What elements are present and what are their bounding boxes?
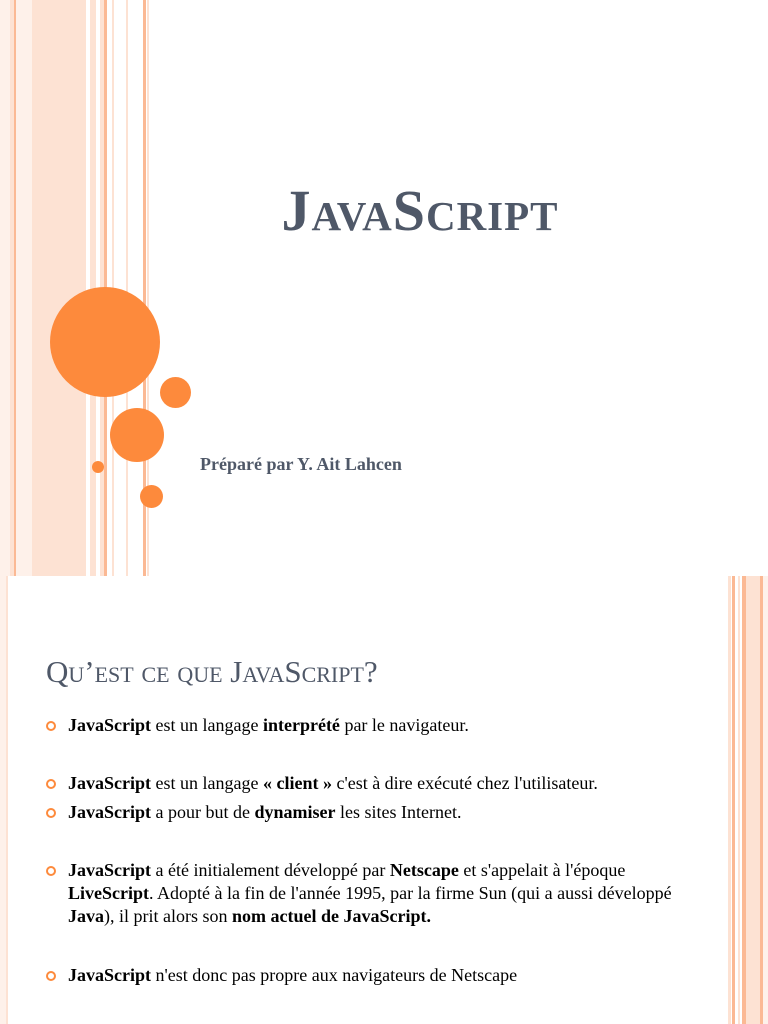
bullet-item (44, 801, 684, 824)
decorative-circle-large (50, 287, 160, 397)
bullet-text-run: interprété (262, 715, 340, 735)
bullet-text-run: JavaScript (68, 802, 151, 822)
decorative-circle-medium (110, 408, 164, 462)
bullet-text-run: « client » (262, 773, 332, 793)
bullet-text-run: JavaScript (68, 715, 151, 735)
bullet-list (44, 714, 684, 987)
slide-subtitle: Préparé par Y. Ait Lahcen (200, 454, 402, 474)
bullet-item (44, 859, 684, 928)
bullet-icon (46, 866, 56, 876)
bullet-text-run: JavaScript (68, 773, 151, 793)
bullet-text-run: c'est à dire exécuté chez l'utilisateur. (331, 773, 598, 793)
decorative-stripes-left (0, 576, 12, 1024)
decorative-stripes-right (728, 576, 768, 1024)
bullet-text-run: JavaScript (68, 860, 151, 880)
decorative-circle-small (160, 377, 191, 408)
content-slide (0, 576, 768, 1024)
bullet-text-run: dynamiser (254, 802, 336, 822)
bullet-item (44, 964, 684, 987)
bullet-text-run: JavaScript (68, 965, 151, 985)
decorative-stripes (0, 0, 150, 576)
bullet-icon (46, 721, 56, 731)
bullet-text-run: a pour but de (151, 802, 255, 822)
bullet-item (44, 714, 684, 737)
bullet-text-run: . Adopté à la fin de l'année 1995, par la firme Sun (qui a aussi développé (149, 883, 672, 903)
bullet-icon (46, 779, 56, 789)
bullet-text-run: nom actuel de JavaScript. (232, 906, 431, 926)
bullet-text-run: Netscape (389, 860, 459, 880)
bullet-text-run: les sites Internet. (335, 802, 462, 822)
decorative-circle-small-2 (140, 485, 163, 508)
bullet-text-run: ), il prit alors son (104, 906, 232, 926)
slide-title: Qu’est ce que JavaScript? (46, 654, 378, 689)
bullet-text-run: LiveScript (68, 883, 149, 903)
bullet-text-run: est un langage (151, 715, 263, 735)
bullet-text-run: n'est donc pas propre aux navigateurs de Netscape (151, 965, 518, 985)
bullet-text-run: par le navigateur. (339, 715, 469, 735)
slide-title: JavaScript (281, 178, 559, 243)
bullet-icon (46, 808, 56, 818)
bullet-text-run: a été initialement développé par (151, 860, 390, 880)
decorative-circle-tiny (92, 461, 104, 473)
bullet-text-run: Java (68, 906, 104, 926)
bullet-text-run: est un langage (151, 773, 263, 793)
bullet-icon (46, 971, 56, 981)
bullet-text-run: et s'appelait à l'époque (458, 860, 626, 880)
bullet-item (44, 772, 684, 795)
